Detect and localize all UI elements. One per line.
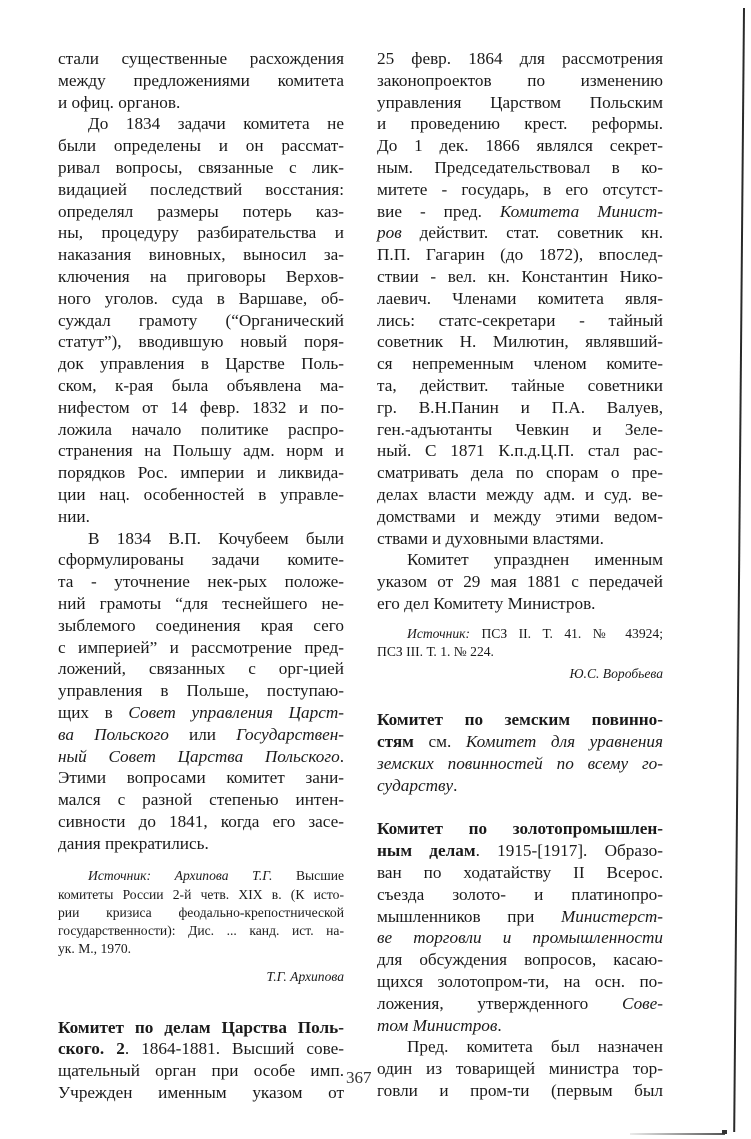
- text-line: ным. Председательствовал в ко-: [377, 157, 663, 177]
- text-line: До 1 дек. 1866 являлся секрет-: [377, 136, 663, 156]
- page-number: 367: [346, 1068, 372, 1087]
- text-line: 25 февр. 1864 для рассмотрения: [377, 49, 663, 68]
- text-line: законопроектов по изменению: [377, 70, 663, 90]
- text-line: управления в Польше, поступаю-: [58, 681, 344, 701]
- text-line: ривал вопросы, связанные с лик-: [58, 157, 344, 177]
- text-line: домствами и между этими ведом-: [377, 506, 663, 526]
- text-line: зыблемого соединения края сего: [58, 615, 344, 635]
- text-line: том Министров.: [377, 1015, 502, 1035]
- text-line: ключения на приговоры Верхов-: [58, 266, 344, 286]
- text-line: Учрежден именным указом от: [58, 1083, 344, 1102]
- text-line: нии.: [58, 506, 90, 526]
- cross-reference-link: Комитет для уравнения: [465, 732, 663, 752]
- text-line: ложений, связанных с орг-цией: [58, 659, 344, 679]
- text-line: ложила начало политике распро-: [58, 419, 344, 439]
- text-line: лаевич. Членами комитета явля-: [377, 288, 663, 308]
- text-line: док управления в Царстве Поль-: [58, 354, 344, 374]
- text-line: ции нац. особенностей в управле-: [58, 484, 344, 504]
- text-line: между предложениями комитета: [58, 70, 344, 90]
- text-line: указом от 29 мая 1881 с передачей: [377, 572, 663, 592]
- text-line: странения на Польшу адм. норм и: [58, 441, 344, 461]
- text-line: митете - государь, в его отсутст-: [377, 179, 663, 199]
- text-line: мышленников при Министерст-: [377, 906, 663, 926]
- source-citation: [58, 867, 344, 958]
- text-line: щих в Совет управления Царст-: [58, 702, 344, 722]
- scan-edge-line: [733, 8, 744, 1132]
- cross-reference-link: Министерст-: [560, 906, 663, 926]
- text-line: сударству.: [377, 775, 458, 795]
- text-line: говли и пром-ти (первым был: [377, 1081, 663, 1101]
- text-line: та - уточнение нек-рых положе-: [58, 572, 344, 592]
- text-line: определял размеры потерь каз-: [58, 201, 344, 221]
- source-citation: [377, 625, 663, 661]
- text-line: суждал грамоту (“Органический: [58, 310, 344, 330]
- text-line: делах власти между адм. и суд. ве-: [377, 484, 663, 504]
- text-line: были определены и он рассмат-: [58, 136, 344, 156]
- entry-continuation-text: [377, 244, 663, 527]
- text-line: управления Царством Польским: [377, 92, 663, 112]
- text-line: До 1834 задачи комитета не: [88, 114, 344, 134]
- text-line: ный. С 1871 К.п.д.Ц.П. стал рас-: [377, 441, 663, 461]
- text-line: ров действит. стат. советник кн.: [377, 223, 663, 243]
- text-line: съезда золото- и платинопро-: [377, 884, 663, 904]
- scan-artifact: [722, 1130, 727, 1134]
- text-line: ного уголов. суда в Варшаве, об-: [58, 288, 344, 308]
- text-line: видацией последствий восстания:: [58, 179, 344, 199]
- text-line: Источник: Архипова Т.Г. Высшие: [88, 868, 344, 884]
- text-line: дания прекратились.: [58, 833, 209, 853]
- text-line: ве торговли и промышленности: [377, 928, 663, 948]
- text-line: порядков Рос. империи и ликвида-: [58, 463, 344, 483]
- text-line: ван по ходатайству II Всерос.: [377, 863, 663, 883]
- text-line: В 1834 В.П. Кочубеем были: [88, 528, 344, 548]
- text-line: ук. М., 1970.: [58, 941, 132, 957]
- entry-komitet-po-zolotopromyshlennym-delam: [377, 818, 663, 1101]
- text-line: Комитет упразднен именным: [407, 550, 663, 570]
- entry-title: Комитет по золотопромышлен-: [377, 819, 663, 839]
- text-line: сматривать дела по спорам о пре-: [377, 463, 663, 483]
- right-column: [377, 48, 663, 1102]
- text-line: и офиц. органов.: [58, 92, 181, 112]
- text-line: гр. В.Н.Панин и П.А. Валуев,: [377, 397, 663, 417]
- text-line: ны, процедуру разбирательства и: [58, 223, 344, 243]
- entry-komitet-po-zemskim-povinnostyam: [377, 709, 663, 796]
- text-line: ний грамоты “для теснейшего не-: [58, 593, 344, 613]
- source-label: Источник: Архипова Т.Г.: [88, 868, 273, 884]
- cross-reference-link: Комитета Минист-: [499, 201, 663, 221]
- text-line: нифестом от 14 февр. 1832 и по-: [58, 397, 344, 417]
- text-line: ген.-адъютанты Чевкин и Зеле-: [377, 419, 663, 439]
- left-column: [58, 48, 344, 1104]
- text-line: ствии - вел. кн. Константин Нико-: [377, 266, 663, 286]
- text-line: та, действит. тайные советники: [377, 375, 663, 395]
- text-line: комитеты России 2-й четв. XIX в. (К исто-: [58, 886, 344, 902]
- text-line: рии кризиса феодально-крепостнической: [58, 904, 344, 920]
- entry-continuation-text: [377, 48, 663, 201]
- text-line: его дел Комитету Министров.: [377, 593, 596, 613]
- text-line: щательный орган при особе имп.: [58, 1061, 344, 1081]
- author-signature: Ю.С. Воробьева: [569, 666, 663, 682]
- text-line: П.П. Гагарин (до 1872), впослед-: [377, 245, 663, 265]
- text-line: наказания виновных, выносил за-: [58, 245, 344, 265]
- text-line: Пред. комитета был назначен: [407, 1037, 663, 1057]
- text-line: стям см. Комитет для уравнения: [377, 732, 663, 752]
- text-line: Источник: ПСЗ II. Т. 41. № 43924;: [407, 625, 663, 641]
- text-line: с империей” и рассмотрение пред-: [58, 637, 344, 657]
- text-line: ва Польского или Государствен-: [58, 724, 344, 744]
- text-line: для обсуждения вопросов, касаю-: [377, 950, 663, 970]
- cross-reference-link: Сове-: [622, 993, 663, 1013]
- text-line: статут”), вводившую новый поря-: [58, 332, 344, 352]
- text-line: Этими вопросами комитет зани-: [58, 768, 344, 788]
- text-line: ПСЗ III. Т. 1. № 224.: [377, 643, 494, 659]
- text-line: ского. 2. 1864-1881. Высший сове-: [58, 1039, 344, 1059]
- text-line: ным делам. 1915-[1917]. Образо-: [377, 841, 663, 861]
- author-signature: Т.Г. Архипова: [266, 969, 344, 985]
- text-line: ском, к-рая была объявлена ма-: [58, 375, 344, 395]
- scan-artifact: [630, 1133, 725, 1135]
- text-line: сивности до 1841, когда его засе-: [58, 811, 344, 831]
- text-line: советник Н. Милютин, являвший-: [377, 332, 663, 352]
- text-line: щихся золотопром-ти, на осн. по-: [377, 972, 663, 992]
- source-label: Источник:: [407, 625, 471, 641]
- text-line: ложения, утвержденного Сове-: [377, 993, 663, 1013]
- text-line: и проведению крест. реформы.: [377, 114, 663, 134]
- left-entry-text: [58, 48, 344, 702]
- text-line: ся непременным членом комите-: [377, 354, 663, 374]
- text-line: лись: статс-секретари - тайный: [377, 310, 663, 330]
- entry-title: Комитет по земским повинно-: [377, 710, 663, 730]
- text-line: сформулированы задачи комите-: [58, 550, 344, 570]
- text-line: государственности): Дис. ... канд. ист. на-: [58, 923, 344, 939]
- text-line: один из товарищей министра тор-: [377, 1059, 663, 1079]
- text-line: мался с разной степенью интен-: [58, 790, 344, 810]
- text-line: стали существенные расхождения: [58, 49, 344, 68]
- text-line: ствами и духовными властями.: [377, 528, 604, 548]
- text-line: земских повинностей по всему го-: [377, 753, 663, 773]
- text-line: вие - пред. Комитета Минист-: [377, 201, 663, 221]
- entry-title: Комитет по делам Царства Поль-: [58, 1017, 344, 1037]
- entry-komitet-po-delam-tsarstva-polskogo: [58, 1017, 344, 1104]
- text-line: ный Совет Царства Польского.: [58, 746, 344, 766]
- cross-reference-link: ный Совет Царства Польского: [58, 746, 340, 766]
